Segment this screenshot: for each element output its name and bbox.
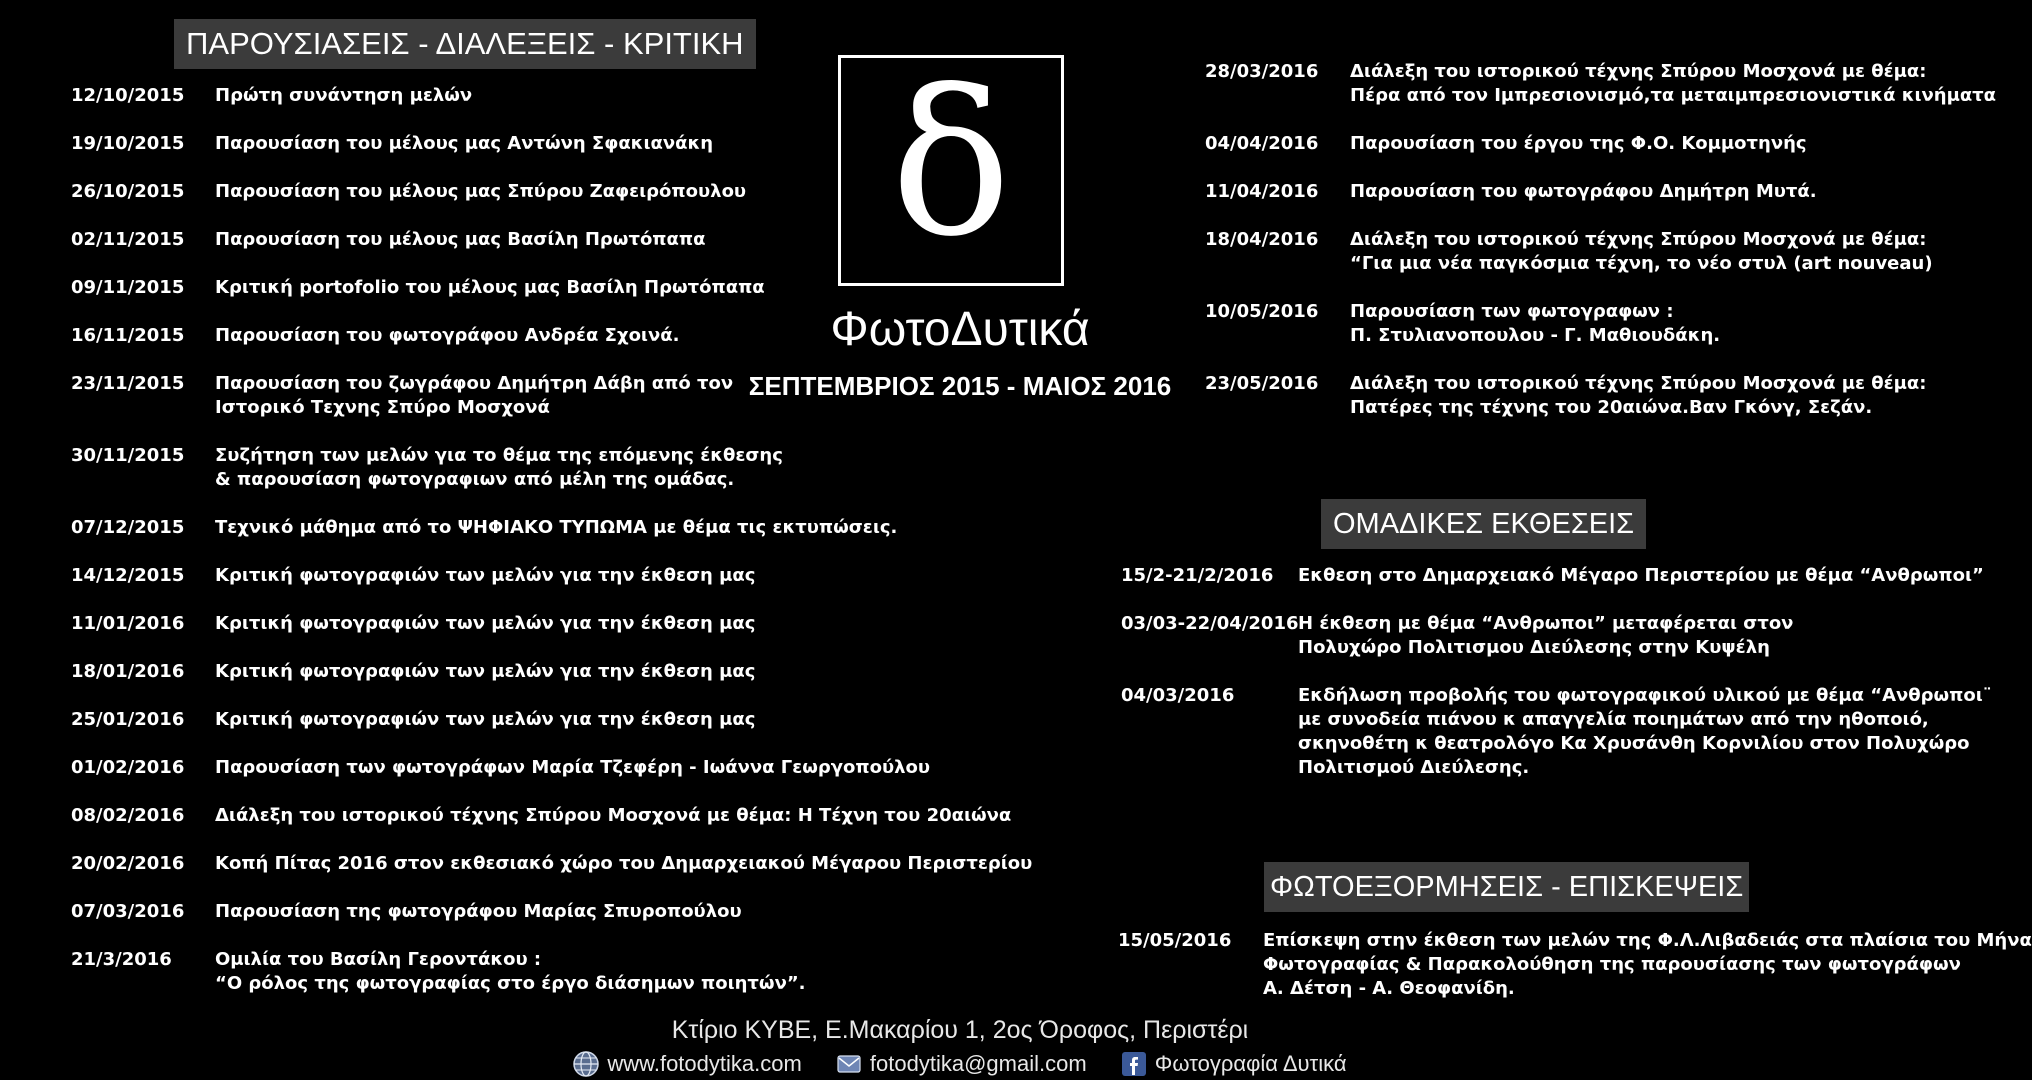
event-date: 23/11/2015: [71, 373, 185, 394]
event-description-line: Διάλεξη του ιστορικού τέχνης Σπύρου Μοσχονά με θέμα: Η Τέχνη του 20αιώνα: [215, 805, 1012, 826]
event-description: [1350, 60, 1996, 108]
event-description-line: Πατέρες της τέχνης του 20αιώνα.Βαν Γκόνγ, Σεζάν.: [1350, 397, 1873, 418]
event-date: 25/01/2016: [71, 709, 185, 730]
event-description-line: Διάλεξη του ιστορικού τέχνης Σπύρου Μοσχονά με θέμα:: [1350, 61, 1927, 82]
event-description-line: σκηνοθέτη κ θεατρολόγο Κα Χρυσάνθη Κορνιλίου στον Πολυχώρο: [1298, 733, 1970, 754]
event-description-line: Εκθεση στο Δημαρχειακό Μέγαρο Περιστερίου με θέμα “Ανθρωποι”: [1298, 565, 1984, 586]
event-description-line: Παρουσίαση του μέλους μας Βασίλη Πρωτόπαπα: [215, 229, 706, 250]
event-date: 23/05/2016: [1205, 373, 1319, 394]
event-description: [215, 516, 897, 540]
event-description: [1298, 612, 1793, 660]
event-description-line: “Για μια νέα παγκόσμια τέχνη, το νέο στυλ (art nouveau): [1350, 253, 1933, 274]
photo-outings-header: ΦΩΤΟΕΞΟΡΜΗΣΕΙΣ - ΕΠΙΣΚΕΨΕΙΣ: [1264, 862, 1749, 912]
event-description-line: Τεχνικό μάθημα από το ΨΗΦΙΑΚΟ ΤΥΠΩΜΑ με θέμα τις εκτυπώσεις.: [215, 517, 898, 538]
event-description: [1298, 684, 1992, 780]
event-description: [215, 756, 930, 780]
event-description: [215, 132, 713, 156]
presentations-header: ΠΑΡΟΥΣΙΑΣΕΙΣ - ΔΙΑΛΕΞΕΙΣ - ΚΡΙΤΙΚΗ: [174, 19, 756, 69]
event-date: 02/11/2015: [71, 229, 185, 250]
event-description-line: Κριτική φωτογραφιών των μελών για την έκθεση μας: [215, 613, 756, 634]
event-description-line: Ιστορικό Τεχνης Σπύρο Μοσχονά: [215, 397, 550, 418]
event-description-line: Κριτική φωτογραφιών των μελών για την έκθεση μας: [215, 709, 756, 730]
event-date: 03/03-22/04/2016: [1121, 613, 1299, 634]
event-description-line: Επίσκεψη στην έκθεση των μελών της Φ.Λ.Λιβαδειάς στα πλαίσια του Μήνα: [1263, 930, 2032, 951]
event-date: 14/12/2015: [71, 565, 185, 586]
event-description: [1298, 564, 1984, 588]
event-description: [215, 612, 755, 636]
event-date: 18/01/2016: [71, 661, 185, 682]
event-description-line: Κοπή Πίτας 2016 στον εκθεσιακό χώρο του Δημαρχειακού Μέγαρου Περιστερίου: [215, 853, 1033, 874]
event-description-line: Παρουσίαση του μέλους μας Σπύρου Ζαφειρόπουλου: [215, 181, 747, 202]
website-text: www.fotodytika.com: [607, 1051, 802, 1077]
event-date: 08/02/2016: [71, 805, 185, 826]
event-description: [215, 852, 1032, 876]
delta-logo-glyph: δ: [890, 47, 1012, 281]
email-text: fotodytika@gmail.com: [869, 1051, 1087, 1077]
event-description-line: Παρουσίαση των φωτογράφων Μαρία Τζεφέρη - Ιωάννα Γεωργοπούλου: [215, 757, 931, 778]
event-description-line: Η έκθεση με θέμα “Ανθρωποι” μεταφέρεται στον: [1298, 613, 1794, 634]
mail-icon: [836, 1051, 862, 1077]
event-description-line: Παρουσίαση του έργου της Φ.Ο. Κομμοτηνής: [1350, 133, 1807, 154]
event-description: [1350, 132, 1807, 156]
brand-name: ΦωτοΔυτικά: [830, 303, 1090, 356]
event-description: [215, 228, 706, 252]
event-description-line: Κριτική φωτογραφιών των μελών για την έκθεση μας: [215, 661, 756, 682]
season-range: ΣΕΠΤΕΜΒΡΙΟΣ 2015 - ΜΑΙΟΣ 2016: [748, 371, 1172, 401]
email-link[interactable]: [836, 1049, 1087, 1079]
event-date: 04/04/2016: [1205, 133, 1319, 154]
event-description-line: & παρουσίαση φωτογραφιων από μέλη της ομάδας.: [215, 469, 735, 490]
globe-icon: [573, 1051, 599, 1077]
event-date: 12/10/2015: [71, 85, 185, 106]
website-link[interactable]: [573, 1049, 801, 1079]
event-description-line: Παρουσίαση του φωτογράφου Ανδρέα Σχοινά.: [215, 325, 680, 346]
footer-address: Κτίριο ΚΥΒΕ, Ε.Μακαρίου 1, 2ος Όροφος, Περιστέρι: [671, 1016, 1249, 1044]
event-description: [215, 948, 806, 996]
event-description-line: Πρώτη συνάντηση μελών: [215, 85, 473, 106]
event-description-line: Φωτογραφίας & Παρακολούθηση της παρουσίασης των φωτογράφων: [1263, 954, 1961, 975]
event-description: [215, 564, 755, 588]
event-description: [215, 804, 1011, 828]
event-description: [215, 372, 733, 420]
event-description-line: “Ο ρόλος της φωτογραφίας στο έργο διάσημων ποιητών”.: [215, 973, 806, 994]
facebook-text: Φωτογραφία Δυτικά: [1154, 1051, 1347, 1077]
facebook-icon: [1121, 1051, 1147, 1077]
event-description-line: Εκδήλωση προβολής του φωτογραφικού υλικού με θέμα “Ανθρωποι¨: [1298, 685, 1992, 706]
event-description: [1263, 929, 2032, 1001]
event-description-line: Πολυχώρο Πολιτισμου Διεύλεσης στην Κυψέλη: [1298, 637, 1770, 658]
event-date: 11/04/2016: [1205, 181, 1319, 202]
event-description-line: Παρουσίαση του μέλους μας Αντώνη Σφακιανάκη: [215, 133, 714, 154]
event-date: 16/11/2015: [71, 325, 185, 346]
event-description-line: Πολιτισμού Διεύλεσης.: [1298, 757, 1530, 778]
event-description-line: Διάλεξη του ιστορικού τέχνης Σπύρου Μοσχονά με θέμα:: [1350, 373, 1927, 394]
event-date: 18/04/2016: [1205, 229, 1319, 250]
event-description-line: Α. Δέτση - Α. Θεοφανίδη.: [1263, 978, 1515, 999]
event-date: 28/03/2016: [1205, 61, 1319, 82]
event-date: 21/3/2016: [71, 949, 172, 970]
event-date: 09/11/2015: [71, 277, 185, 298]
group-exhibitions-header: ΟΜΑΔΙΚΕΣ ΕΚΘΕΣΕΙΣ: [1321, 499, 1646, 549]
event-description-line: Πέρα από τον Ιμπρεσιονισμό,τα μεταιμπρεσιονιστικά κινήματα: [1350, 85, 1997, 106]
event-description: [215, 84, 472, 108]
event-description: [215, 444, 783, 492]
footer-contacts: [0, 1048, 1920, 1079]
event-description-line: Π. Στυλιανοπουλου - Γ. Μαθιουδάκη.: [1350, 325, 1721, 346]
event-description: [1350, 372, 1926, 420]
event-description: [215, 276, 765, 300]
event-description: [215, 180, 746, 204]
event-date: 30/11/2015: [71, 445, 185, 466]
event-date: 01/02/2016: [71, 757, 185, 778]
event-description-line: Κριτική portofolio του μέλους μας Βασίλη Πρωτόπαπα: [215, 277, 765, 298]
event-description-line: Συζήτηση των μελών για το θέμα της επόμενης έκθεσης: [215, 445, 783, 466]
event-date: 15/2-21/2/2016: [1121, 565, 1274, 586]
event-date: 26/10/2015: [71, 181, 185, 202]
event-date: 04/03/2016: [1121, 685, 1235, 706]
event-description: [1350, 300, 1720, 348]
facebook-link[interactable]: [1121, 1049, 1347, 1079]
logo: [838, 47, 1064, 286]
event-date: 20/02/2016: [71, 853, 185, 874]
event-description-line: Παρουσίαση των φωτογραφων :: [1350, 301, 1674, 322]
event-date: 11/01/2016: [71, 613, 185, 634]
event-description: [1350, 180, 1817, 204]
event-description-line: Παρουσίαση της φωτογράφου Μαρίας Σπυροπούλου: [215, 901, 742, 922]
event-date: 15/05/2016: [1118, 930, 1232, 951]
event-description-line: Παρουσίαση του φωτογράφου Δημήτρη Μυτά.: [1350, 181, 1817, 202]
event-description: [215, 660, 755, 684]
event-date: 10/05/2016: [1205, 301, 1319, 322]
event-date: 19/10/2015: [71, 133, 185, 154]
event-description: [215, 900, 742, 924]
event-description: [215, 324, 679, 348]
event-description-line: με συνοδεία πιάνου κ απαγγελία ποιημάτων από την ηθοποιό,: [1298, 709, 1929, 730]
event-description-line: Ομιλία του Βασίλη Γεροντάκου :: [215, 949, 542, 970]
event-description: [1350, 228, 1933, 276]
event-description-line: Παρουσίαση του ζωγράφου Δημήτρη Δάβη από τον: [215, 373, 734, 394]
event-description: [215, 708, 755, 732]
event-description-line: Διάλεξη του ιστορικού τέχνης Σπύρου Μοσχονά με θέμα:: [1350, 229, 1927, 250]
event-date: 07/12/2015: [71, 517, 185, 538]
event-description-line: Κριτική φωτογραφιών των μελών για την έκθεση μας: [215, 565, 756, 586]
event-date: 07/03/2016: [71, 901, 185, 922]
